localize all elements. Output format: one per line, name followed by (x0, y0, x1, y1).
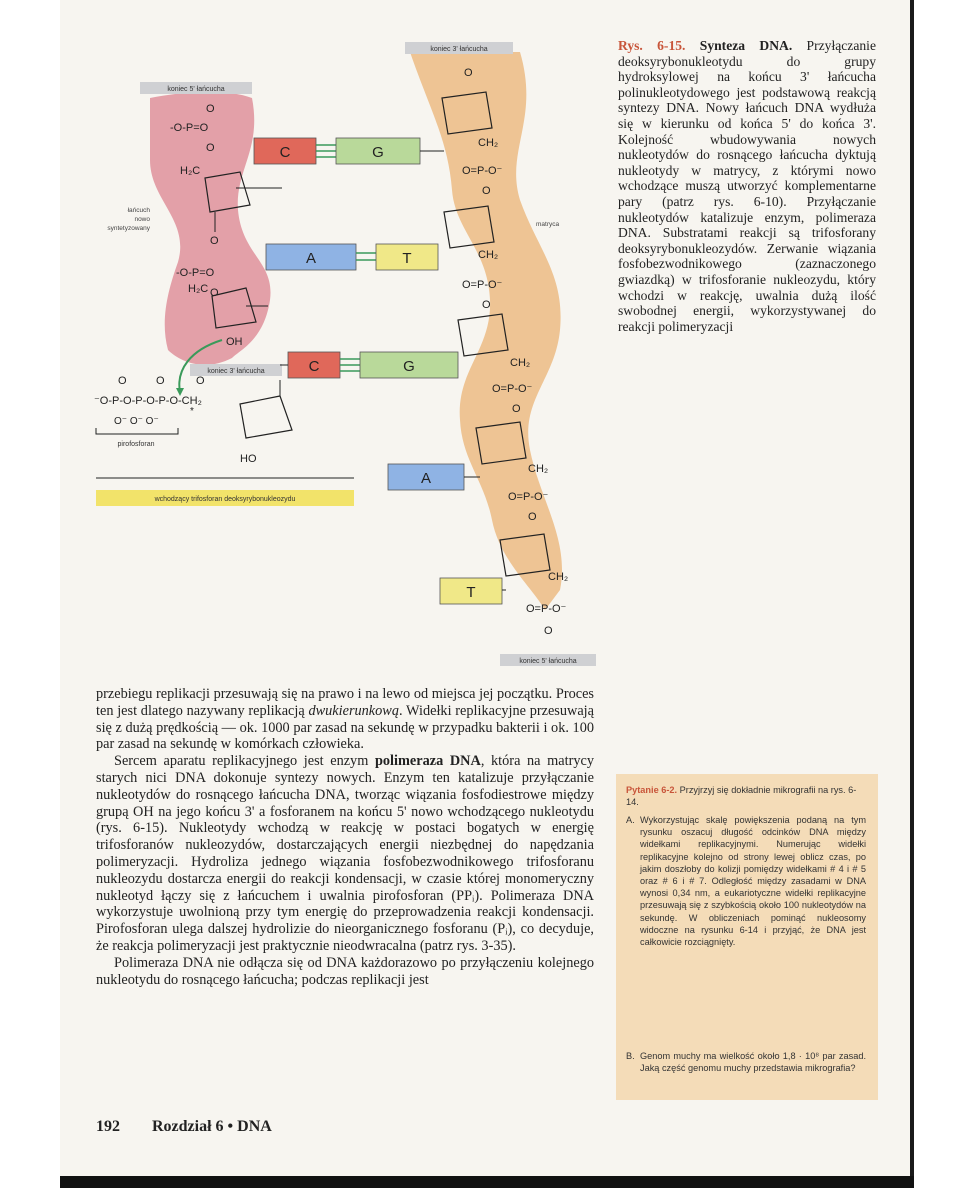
paragraph-1 (96, 686, 594, 753)
chem-p-t4: O=P-O⁻ (508, 491, 549, 503)
figure-caption (618, 38, 876, 334)
chem-o-t2: O (482, 185, 491, 197)
label-pyrophosphate: pirofosforan (117, 441, 155, 448)
chem-o-3: O (210, 235, 219, 247)
chem-ppp: ⁻O-P-O-P-O-P-O-CH₂ (94, 395, 202, 407)
chem-p-t5: O=P-O⁻ (526, 603, 567, 615)
label-incoming: wchodzący trifosforan deoksyrybonukleozydu (154, 496, 296, 503)
paragraph-2-text-a: Sercem aparatu replikacyjnego jest enzym (114, 753, 375, 770)
paragraph-1-emphasis: dwukierunkową (308, 702, 399, 719)
base-g-2-label: G (403, 358, 415, 375)
question-intro: Przyjrzyj się dokładnie mikrografii na rys. 6-14. (626, 785, 857, 808)
chem-ch2-t1: CH₂ (478, 137, 499, 149)
chem-o-t5: O (528, 511, 537, 523)
chem-p-t3: O=P-O⁻ (492, 383, 533, 395)
chem-o-minus-row: O⁻ O⁻ O⁻ (114, 416, 159, 427)
question-item-a-text: Wykorzystując skalę powiększenia podaną na tym rysunku oszacuj długość odcinków DNA między widełkami replikacyjnymi. Numerując widełki replikacyjne kolejno od strony lewej oblicz czas, po jakim doszłoby do kolizji pomiędzy widełkami # 4 i # 5 oraz # 6 i # 7. Odległość między zasadami w DNA wynosi 0,34 nm, a eukariotyczne widełki replikacyjne przesuwają się z szybkością około 100 nukleotydów na sekundę. W obliczeniach pominąć nukleosomy widoczne na rysunku 6-14 i przyjąć, że DNA jest całkowicie rozciągnięty. (640, 815, 866, 948)
chem-ch2-t4: CH₂ (528, 463, 549, 475)
pyrophosphate-bracket (96, 428, 178, 434)
paragraph-1-text-b: . Widełki replikacyjne przesuwają się z dużą prędkością — ok. 1000 par zasad na sekundę w przypadku bakterii i ok. 100 par zasad na sekundę w komórkach człowieka. (96, 702, 594, 753)
label-new-chain-2: nowo (134, 216, 150, 223)
chem-o-tri-2: O (156, 375, 165, 387)
template-strand-backbone (410, 52, 562, 610)
chem-o-1: O (206, 103, 215, 115)
chem-o-tri-3: O (196, 375, 205, 387)
paragraph-2 (96, 753, 594, 955)
page-footer (96, 1118, 272, 1136)
chem-o-t1: O (464, 67, 473, 79)
chem-o-2: O (206, 142, 215, 154)
question-box (616, 774, 878, 1100)
base-g-1-label: G (372, 144, 384, 161)
body-text (96, 686, 594, 988)
chem-ch2-t2: CH₂ (478, 249, 499, 261)
paragraph-1-text-a: przebiegu replikacji przesuwają się na prawo i na lewo od miejsca jej początku. Proces ten jest dlatego nazywany replikacją (96, 686, 594, 719)
chem-ch2-t3: CH₂ (510, 357, 531, 369)
chem-o-tri-1: O (118, 375, 127, 387)
paragraph-2-strong: polimeraza DNA (374, 753, 481, 770)
question-item-b-text: Genom muchy ma wielkość około 1,8 · 10⁸ par zasad. Jaką część genomu muchy przedstawia mikrografia? (640, 1051, 866, 1074)
page-number: 192 (96, 1118, 120, 1135)
base-t-template-label: T (466, 584, 476, 601)
question-item-a (626, 814, 866, 948)
caption-number: Rys. 6-15. (618, 38, 686, 53)
question-item-b (626, 1050, 866, 1074)
label-new-chain-1: łańcuch (127, 207, 150, 214)
question-label: Pytanie 6-2. (626, 785, 678, 795)
new-strand-backbone (150, 92, 271, 365)
base-a-1-label: A (305, 250, 317, 267)
chapter-title: Rozdział 6 • DNA (152, 1118, 272, 1135)
base-c-1-label: C (279, 144, 291, 161)
chem-o-t6: O (544, 625, 553, 637)
chem-p-t2: O=P-O⁻ (462, 279, 503, 291)
label-new-chain-3: syntetyzowany (107, 225, 150, 232)
chem-ho: HO (240, 453, 257, 465)
label-template: matryca (536, 221, 560, 228)
label-end5-bottom: koniec 5' łańcucha (519, 658, 577, 665)
chem-star: * (190, 406, 194, 417)
paragraph-3: Polimeraza DNA nie odłącza się od DNA każdorazowo po przyłączeniu kolejnego nukleotydu do rosnącego łańcucha; podczas replikacji jest (96, 954, 594, 988)
chem-o-t4: O (512, 403, 521, 415)
base-t-1-label: T (402, 250, 412, 267)
label-end3-top: koniec 3' łańcucha (430, 46, 488, 53)
label-end5-left: koniec 5' łańcucha (167, 86, 225, 93)
chem-h2c-1: H₂C (180, 165, 201, 177)
base-a-template-label: A (420, 470, 432, 487)
paragraph-2-text-b: , która na matrycy starych nici DNA dokonuje syntezy nowych. Enzym ten katalizuje przyłączanie nukleotydów do rosnącego łańcucha DNA, tworząc wiązania fosfodiestrowe między grupą OH na jego końcu 3' a fosforanem na końcu 5' nowo wchodzącego nukleotydu (rys. 6-15). Nukleotydy wchodzą w reakcję w postaci bogatych w energię trifosforanów nukleozydów, dostarczających energii niezbędnej do napędzania polimeryzacji. Hydroliza jednego wiązania fosfobezwodnikowego trifosforanu nukleozydu dostarcza energii do reakcji kondensacji, w czasie której monomeryczny nukleotyd łączy się z łańcuchem i uwalnia pirofosforan (PPᵢ). Polimeraza DNA wykorzystuje uwolnioną przy tym energię do przeprowadzenia reakcji kondensacji. Pirofosforan ulega dalszej hydrolizie do nieorganicznego fosforanu (Pᵢ), co decyduje, że reakcja polimeryzacji jest praktycznie nieodwracalna (patrz rys. 3-35). (96, 753, 594, 954)
chem-h2c-2: H₂C (188, 283, 209, 295)
scan-bottom-border (60, 1176, 914, 1188)
label-end3-mid: koniec 3' łańcucha (207, 368, 265, 375)
chem-p-2: -O-P=O (176, 267, 215, 279)
chem-o-t3: O (482, 299, 491, 311)
chem-oh: OH (226, 336, 243, 348)
question-item-a-label: A. (626, 815, 635, 825)
sugar-ring-incoming (240, 396, 292, 438)
question-item-b-label: B. (626, 1051, 635, 1061)
question-header (626, 784, 866, 808)
chem-o-4: O (210, 287, 219, 299)
chem-p-1: -O-P=O (170, 122, 209, 134)
caption-text: Przyłączanie deoksyrybonukleotydu do grupy hydroksylowej na końcu 3' łańcucha polinukleotydowego jest podstawową reakcją syntezy DNA. Nowy łańcuch DNA wydłuża się w kierunku od końca 5' do końca 3'. Kolejność wbudowywania nowych nukleotydów do rosnącego łańcucha dyktują nukleotydy w matrycy, z którymi nowo wchodzące muszą utworzyć komplementarne pary (patrz rys. 6-10). Przyłączanie nukleotydów katalizuje enzym, polimeraza DNA. Substratami reakcji są trifosforany deoksyrybonukleozydów. Zerwanie wiązania fosfobezwodnikowego (zaznaczonego gwiazdką) w trifosforanie nukleozydu, który wchodzi w reakcję, uwalnia dużą ilość swobodnej energii, wykorzystywanej do reakcji polimeryzacji (618, 38, 876, 334)
base-c-2-label: C (308, 358, 320, 375)
chem-ch2-t5: CH₂ (548, 571, 569, 583)
chem-p-t1: O=P-O⁻ (462, 165, 503, 177)
caption-title: Synteza DNA. (699, 38, 793, 53)
